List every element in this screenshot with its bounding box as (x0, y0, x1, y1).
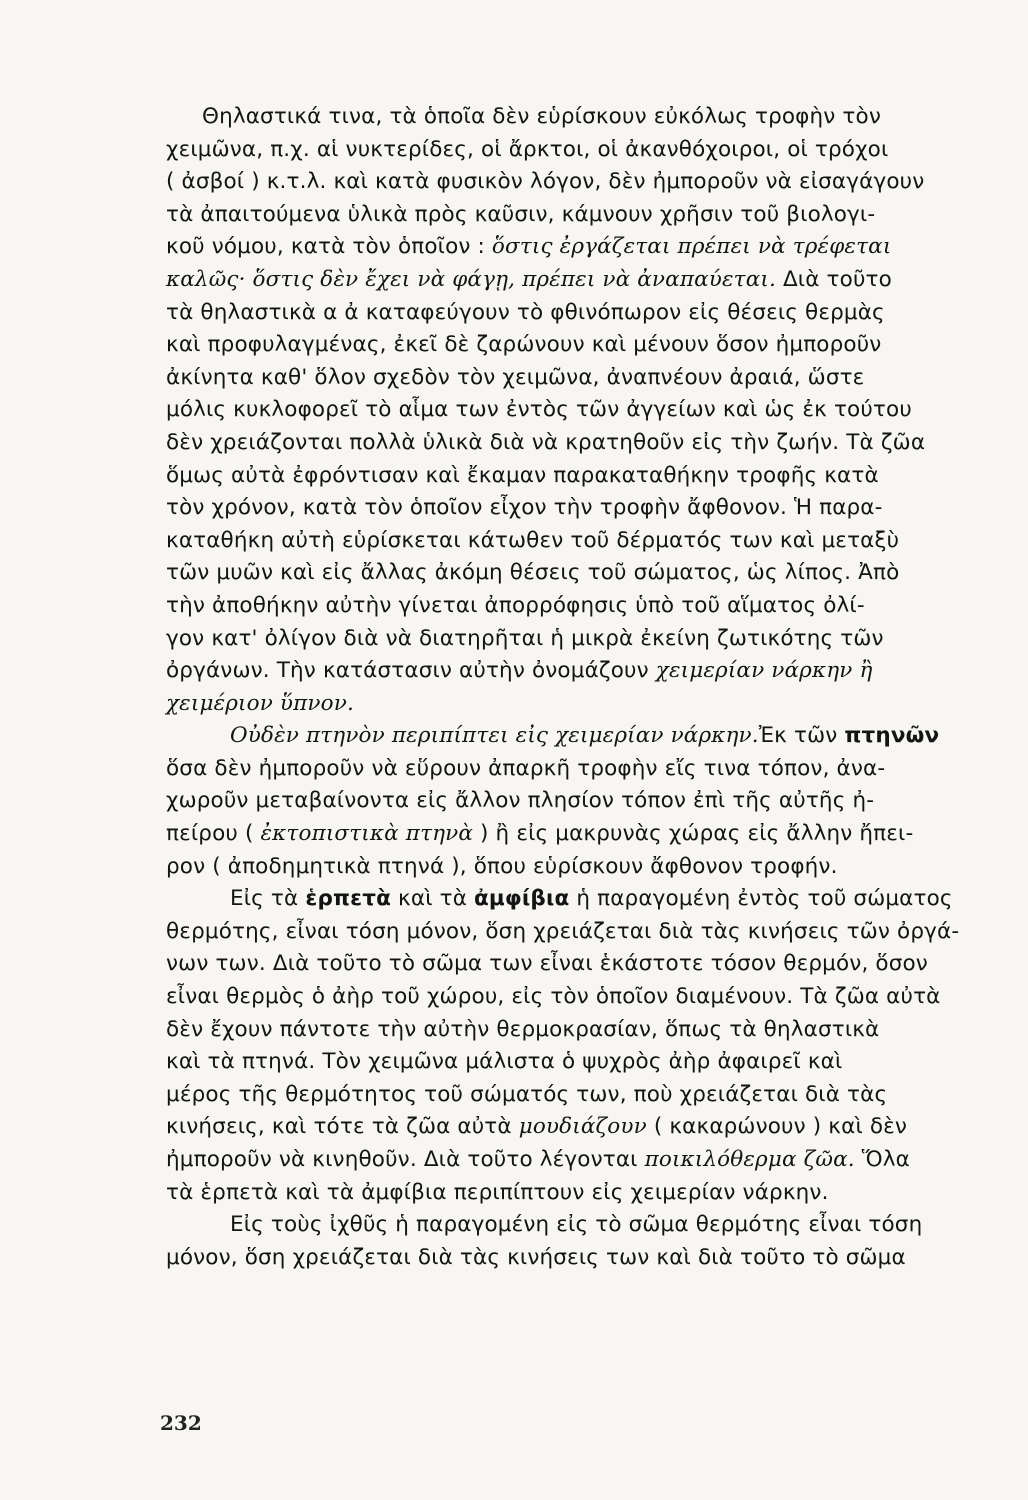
text-line: ἀκίνητα καθ' ὅλον σχεδὸν τὸν χειμῶνα, ἀναπνέουν ἀραιά, ὥστε (166, 364, 865, 390)
text-line: τὰ ἑρπετὰ καὶ τὰ ἀμφίβια περιπίπτουν εἰς χειμερίαν νάρκην. (166, 1179, 829, 1205)
text-line: τὰ ἀπαιτούμενα ὑλικὰ πρὸς καῦσιν, κάμνουν χρῆσιν τοῦ βιολογι- (166, 201, 876, 227)
text-line: χωροῦν μεταβαίνοντα εἰς ἄλλον πλησίον τόπον ἐπὶ τῆς αὐτῆς ἠ- (166, 788, 875, 814)
text-run: Διὰ τοῦτο (782, 266, 892, 292)
text-run: πείρου ( (166, 821, 254, 847)
text-line (166, 1111, 1016, 1144)
text-line (166, 883, 1016, 916)
italic-law-phrase-cont: καλῶς· ὅστις δὲν ἔχει νὰ φάγῃ, πρέπει νὰ ἀναπαύεται. (166, 266, 776, 292)
text-line: μόνον, ὅση χρειάζεται διὰ τὰς κινήσεις των καὶ διὰ τοῦτο τὸ σῶμα (166, 1244, 906, 1270)
text-line: ρον ( ἀποδημητικὰ πτηνά ), ὅπου εὑρίσκουν ἄφθονον τροφήν. (166, 853, 838, 879)
text-line: μόλις κυκλοφορεῖ τὸ αἷμα των ἐντὸς τῶν ἀγγείων καὶ ὡς ἐκ τούτου (166, 397, 912, 423)
text-line: ὅμως αὐτὰ ἐφρόντισαν καὶ ἔκαμαν παρακαταθήκην τροφῆς κατὰ (166, 462, 879, 488)
text-run: ) ἢ εἰς μακρυνὰς χώρας εἰς ἄλλην ἤπει- (480, 821, 914, 847)
text-run: Ἐκ τῶν (758, 723, 838, 749)
text-run: ( κακαρώνουν ) καὶ δὲν (653, 1114, 908, 1140)
text-line: χειμέριον ὕπνον. (166, 690, 354, 716)
text-run: κοῦ νόμου, κατὰ τὸν ὁποῖον : (166, 234, 485, 260)
text-line: νων των. Διὰ τοῦτο τὸ σῶμα των εἶναι ἑκάστοτε τόσον θερμόν, ὅσον (166, 951, 928, 977)
text-line (166, 720, 1016, 753)
text-line: καὶ τὰ πτηνά. Τὸν χειμῶνα μάλιστα ὁ ψυχρὸς ἀὴρ ἀφαιρεῖ καὶ (166, 1049, 843, 1075)
text-run: ἡ παραγομένη ἐντὸς τοῦ σώματος (576, 886, 953, 912)
paragraph-fish (166, 1209, 1016, 1274)
text-line: εἶναι θερμὸς ὁ ἀὴρ τοῦ χώρου, εἰς τὸν ὁποῖον διαμένουν. Τὰ ζῶα αὐτὰ (166, 984, 941, 1010)
text-line: τὸν χρόνον, κατὰ τὸν ὁποῖον εἶχον τὴν τροφὴν ἄφθονον. Ἡ παρα- (166, 495, 883, 521)
italic-term-numb: μουδιάζουν (518, 1114, 647, 1140)
paragraph-reptiles (166, 883, 1016, 1209)
page-body-text (166, 101, 1016, 1274)
text-line (166, 655, 1016, 688)
text-line: ὅσα δὲν ἠμποροῦν νὰ εὕρουν ἀπαρκῆ τροφὴν εἴς τινα τόπον, ἀνα- (166, 755, 886, 781)
text-line: δὲν ἔχουν πάντοτε τὴν αὐτὴν θερμοκρασίαν, ὅπως τὰ θηλαστικὰ (166, 1016, 880, 1042)
bold-term-birds: πτηνῶν (844, 723, 940, 749)
text-run: καὶ τὰ (398, 886, 468, 912)
italic-heading-birds: Οὐδὲν πτηνὸν περιπίπτει εἰς χειμερίαν νάρκην. (230, 723, 759, 749)
text-line: Εἰς τοὺς ἰχθῦς ἡ παραγομένη εἰς τὸ σῶμα θερμότης εἶναι τόση (230, 1212, 923, 1238)
paragraph-birds (166, 720, 1016, 883)
italic-term-displaced-birds: ἐκτοπιστικὰ πτηνὰ (260, 821, 474, 847)
text-run: Εἰς τὰ (230, 886, 299, 912)
text-run: ὀργάνων. Τὴν κατάστασιν αὐτὴν ὀνομάζουν (166, 658, 649, 684)
bold-term-reptiles: ἑρπετὰ (305, 886, 392, 912)
text-line: τὰ θηλαστικὰ α ἀ καταφεύγουν τὸ φθινόπωρον εἰς θέσεις θερμὰς (166, 299, 885, 325)
text-line: γον κατ' ὀλίγον διὰ νὰ διατηρῆται ἡ μικρὰ ἐκείνη ζωτικότης τῶν (166, 625, 884, 651)
text-line: Θηλαστικά τινα, τὰ ὁποῖα δὲν εὑρίσκουν εὐκόλως τροφὴν τὸν (202, 104, 881, 129)
text-line (166, 264, 1016, 297)
text-line: χειμῶνα, π.χ. αἱ νυκτερίδες, οἱ ἄρκτοι, οἱ ἀκανθόχοιροι, οἱ τρόχοι (166, 136, 889, 162)
text-run: κινήσεις, καὶ τότε τὰ ζῶα αὐτὰ (166, 1114, 512, 1140)
text-line: μέρος τῆς θερμότητος τοῦ σώματός των, ποὺ χρειάζεται διὰ τὰς (166, 1081, 888, 1107)
paragraph-mammals (166, 101, 1016, 720)
text-line: τῶν μυῶν καὶ εἰς ἄλλας ἀκόμη θέσεις τοῦ σώματος, ὡς λίπος. Ἀπὸ (166, 560, 900, 586)
text-line (166, 818, 1016, 851)
bold-term-amphibians: ἀμφίβια (474, 886, 570, 912)
italic-term-poikilotherms: ποικιλόθερμα ζῶα. (644, 1147, 855, 1172)
text-line: τὴν ἀποθήκην αὐτὴν γίνεται ἀπορρόφησις ὑπὸ τοῦ αἵματος ὀλί- (166, 592, 865, 618)
text-run: Ὅλα (861, 1147, 910, 1172)
text-line (166, 231, 1016, 264)
text-line: ( ἀσβοί ) κ.τ.λ. καὶ κατὰ φυσικὸν λόγον, δὲν ἠμποροῦν νὰ εἰσαγάγουν (166, 169, 925, 195)
text-run: ἠμποροῦν νὰ κινηθοῦν. Διὰ τοῦτο λέγονται (166, 1147, 638, 1172)
page-number: 232 (160, 1411, 202, 1435)
text-line: δὲν χρειάζονται πολλὰ ὑλικὰ διὰ νὰ κρατηθοῦν εἰς τὴν ζωήν. Τὰ ζῶα (166, 429, 926, 455)
text-line (166, 1144, 1016, 1177)
text-line: καὶ προφυλαγμένας, ἐκεῖ δὲ ζαρώνουν καὶ μένουν ὅσον ἠμποροῦν (166, 332, 882, 358)
text-line: θερμότης, εἶναι τόση μόνον, ὅση χρειάζεται διὰ τὰς κινήσεις τῶν ὀργά- (166, 918, 960, 944)
text-line: καταθήκη αὐτὴ εὑρίσκεται κάτωθεν τοῦ δέρματός των καὶ μεταξὺ (166, 527, 900, 553)
italic-term-hibernation: χειμερίαν νάρκην ἢ (655, 658, 873, 684)
italic-law-phrase: ὅστις ἐργάζεται πρέπει νὰ τρέφεται (491, 234, 892, 260)
